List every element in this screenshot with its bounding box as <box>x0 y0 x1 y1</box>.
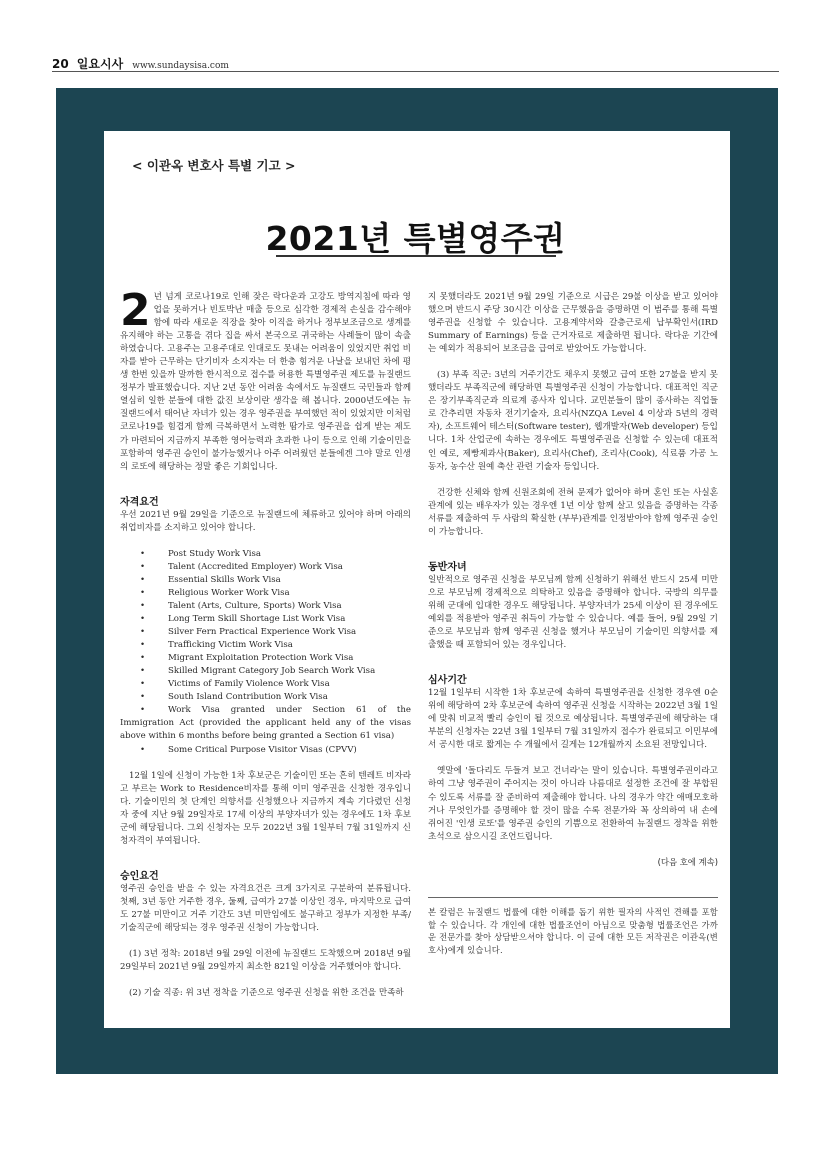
visa-list <box>120 548 411 757</box>
visa-list-item: • Some Critical Purpose Visitor Visas (CPVV) <box>120 744 411 757</box>
article-title: 2021년 특별영주권 <box>265 219 566 258</box>
article-kicker: < 이관옥 변호사 특별 기고 > <box>132 158 296 173</box>
visa-list-item: • Skilled Migrant Category Job Search Work Visa <box>120 665 411 678</box>
review-paragraph: 12월 1일부터 시작한 1차 후보군에 속하여 특별영주권을 신청한 경우엔 0순위에 해당하여 2차 후보군에 속하여 영주권 신청을 시작하는 2022년 3월 1일에 맞춰 비교적 빨리 승인이 될 것으로 예상됩니다. 특별영주권에 해당하는 대부분의 신청자는 22년 3월 1일부터 7월 31일까지 접수가 완료되고 이민부에서 공시한 대로 짧게는 수 개월에서 길게는 12개월까지 소요된 전망입니다. <box>428 688 718 751</box>
continued-label: (다음 호에 계속) <box>657 856 718 867</box>
magazine-name: 일요시사 <box>76 57 124 71</box>
magazine-url: www.sundaysisa.com <box>132 61 229 71</box>
visa-list-item: • Victims of Family Violence Work Visa <box>120 678 411 691</box>
approval-item-3: (3) 부족 직군: 3년의 거주기간도 채우지 못했고 급여 또한 27불을 받지 못했더라도 부족직군에 해당하면 특별영주권 신청이 가능합니다. 대표적인 직군은 장기부족직군과 의료계 종사자 입니다. 교민분들이 많이 종사하는 직업들로 간추리면 자동차 전기기술자, 요리사(NZQA Level 4 이상과 5년의 경력자), 소프트웨어 테스터(Software tester), 웹개발자(Web developer) 등입니다. 1차 산업군에 속하는 경우에도 특별영주권을 신청할 수 있는데 대표적인 예로, 제빵제과사(Baker), 요리사(Chef), 조리사(Cook), 식료품 가공 노동자, 농수산 원예 축산 관련 기술자 등입니다. <box>428 370 718 472</box>
header-rule <box>52 71 779 72</box>
approval-item-2-start: (2) 기술 직종: 위 3년 정착을 기준으로 영주권 신청을 위한 조건을 만족하 <box>129 988 404 999</box>
section-heading-approval: 승인요건 <box>120 870 159 882</box>
visa-list-item: • Work Visa granted under Section 61 of the Immigration Act (provided the applicant held any of the visas above within 6 months before being granted a Section 61 visa) <box>120 704 411 743</box>
visa-list-item: • South Island Contribution Work Visa <box>120 691 411 704</box>
visa-list-item: • Talent (Accredited Employer) Work Visa <box>120 561 411 574</box>
right-column <box>428 291 718 957</box>
visa-list-item: • Essential Skills Work Visa <box>120 574 411 587</box>
visa-list-item: • Religious Worker Work Visa <box>120 587 411 600</box>
section-heading-eligibility: 자격요건 <box>120 496 159 508</box>
drop-cap: 2 <box>120 285 151 336</box>
disclaimer-note: 본 칼럼은 뉴질랜드 법률에 대한 이해를 돕기 위한 필자의 사적인 견해를 포함할 수 있습니다. 각 개인에 대한 법률조언이 아님으로 맞춤형 법률조언은 가까운 전문가를 찾아 상담받으셔야 합니다. 이 글에 대한 모든 저작권은 이관옥(변호사)에게 있습니다. <box>428 897 718 957</box>
page-header <box>52 53 229 72</box>
closing-paragraph: 옛말에 '돌다리도 두들겨 보고 건너라'는 말이 있습니다. 특별영주권이라고 하여 그냥 영주권이 주어지는 것이 아니라 나름대로 설정한 조건에 잘 부합된 수 있도록 서류를 잘 준비하여 제출해야 합니다. 나의 경우가 약간 애매모호하거나 무엇인가를 증명해야 할 것이 많을 수록 전문가와 꼭 상의하여 내 손에 쥐어진 '인생 로또'를 영주권 승인의 기쁨으로 전환하여 뉴질랜드 정착을 위한 초석으로 삼으시길 조언드립니다. <box>428 766 718 842</box>
page-number: 20 <box>52 57 69 71</box>
visa-list-item: • Post Study Work Visa <box>120 548 411 561</box>
section-heading-review: 심사기간 <box>428 675 467 687</box>
approval-item-1: (1) 3년 정착: 2018년 9월 29일 이전에 뉴질랜드 도착했으며 2018년 9월 29일부터 2021년 9월 29일까지 최소한 821일 이상을 거주했어야 합니다. <box>120 949 411 973</box>
visa-list-item: • Trafficking Victim Work Visa <box>120 639 411 652</box>
approval-item-2-continued: 지 못했더라도 2021년 9월 29일 기준으로 시급은 29불 이상을 받고 있어야 했으며 반드시 주당 30시간 이상을 근무했음을 증명하면 이 범주를 통해 특별영주권을 신청할 수 있습니다. 고용계약서와 갈층근로세 납부확인서(IRD Summary of Earnings) 등을 근거자료로 제출하면 됩니다. 락다운 기간에는 예외가 적용되어 보조금을 급여로 받았어도 가능합니다. <box>428 292 718 355</box>
title-underline <box>276 255 556 257</box>
intro-text: 년 넘게 코로나19로 인해 잦은 락다운과 고강도 방역지침에 따라 영업을 못하거나 빈토박난 매출 등으로 심각한 경제적 손실을 감수해야 함에 따라 새로운 직장을 찾아 이직을 하거나 정부보조금으로 생계를 유지해야 하는 고통을 겪다 집을 싸서 본국으로 귀국하는 사례들이 많이 속출하였습니다. 고용주는 고용주대로 인대로도 못내는 어려움이 있었지만 취업 비자를 받아 근무하는 단기비자 소지자는 더 한층 힘겨운 나날을 보내던 차에 평생 한번 있을까 말까한 한시적으로 접수를 허용한 특별영주권 제도를 뉴질랜드 정부가 발표했습니다. 지난 2년 동안 어려움 속에서도 뉴질랜드 국민들과 함께 열심히 일한 분들에 대한 값진 보상이란 생각을 해 봅니다. 2000년도에는 뉴질랜드에서 태어난 자녀가 있는 경우 영주권을 부여했던 적이 있었지만 이처럼 코로나19를 힘겹게 함께 극복하면서 노력한 땀가로 영주권을 쉽게 받는 제도가 마련되어 지금까지 부족한 영어능력과 초과한 나이 등으로 인해 기술이민을 포함하여 영주권 승인이 불가능했거나 아주 어려웠던 분들에겐 그야 말로 인생의 로또에 해당하는 정말 좋은 기회입니다. <box>120 292 411 472</box>
intro-paragraph <box>120 285 411 474</box>
eligibility-intro: 우선 2021년 9월 29일을 기준으로 뉴질랜드에 체류하고 있어야 하며 아래의 취업비자를 소지하고 있어야 합니다. <box>120 509 411 533</box>
visa-list-item: • Long Term Skill Shortage List Work Visa <box>120 613 411 626</box>
first-round-paragraph: 12월 1일에 신청이 가능한 1차 후보군은 기술이민 또는 흔히 텐레트 비자라고 부르는 Work to Residence비자를 통해 이미 영주권을 신청한 경우입니다. 기술이민의 첫 단계인 의향서를 신청했으나 지금까지 계속 기다렸던 신청자 중에 지난 9월 29일자로 17세 이상의 부양자녀가 있는 경우에도 1차 후보군에 해당됩니다. 그외 신청자는 모두 2022년 3월 1일부터 7월 31일까지 신청자격이 부여됩니다. <box>120 770 411 846</box>
health-paragraph: 건강한 신체와 함께 신원조회에 전혀 문제가 없어야 하며 혼인 또는 사실혼 관계에 있는 배우자가 있는 경우엔 1년 이상 함께 살고 있음을 증명하는 각종 서류를 제출하여 두 사람의 확실한 (부부)관계를 인정받아야 함께 영주권 승인이 가능합니다. <box>428 487 718 537</box>
section-heading-dependants: 동반자녀 <box>428 561 467 573</box>
left-column <box>120 285 411 1000</box>
visa-list-item: • Talent (Arts, Culture, Sports) Work Visa <box>120 600 411 613</box>
visa-list-item: • Migrant Exploitation Protection Work Visa <box>120 652 411 665</box>
dependants-paragraph: 일반적으로 영주권 신청을 부모님께 함께 신청하기 위해선 반드시 25세 미만으로 부모님께 경제적으로 의탁하고 있음을 증명해야 합니다. 국방의 의무를 위해 군대에 입대한 경우도 해당됩니다. 부양자녀가 25세 이상이 된 경우에도 예외를 적용받아 영주권 취득이 가능할 수 있습니다. 예를 들어, 9월 29일 기준으로 부모님과 함께 영주권 신청을 했거나 부모님이 기술이민 의향서를 제출했을 때 포함되어 있는 경우입니다. <box>428 574 718 651</box>
visa-list-item: • Silver Fern Practical Experience Work Visa <box>120 626 411 639</box>
approval-intro: 영주권 승인을 받을 수 있는 자격요건은 크게 3가지로 구분하여 분류됩니다. 첫째, 3년 동안 거주한 경우, 둘째, 급여가 27불 이상인 경우, 마지막으로 급여도 27불 미만이고 거주 기간도 3년 미만임에도 불구하고 정부가 지정한 부족/기술직군에 해당되는 경우 영주권 신청이 가능합니다. <box>120 883 411 934</box>
